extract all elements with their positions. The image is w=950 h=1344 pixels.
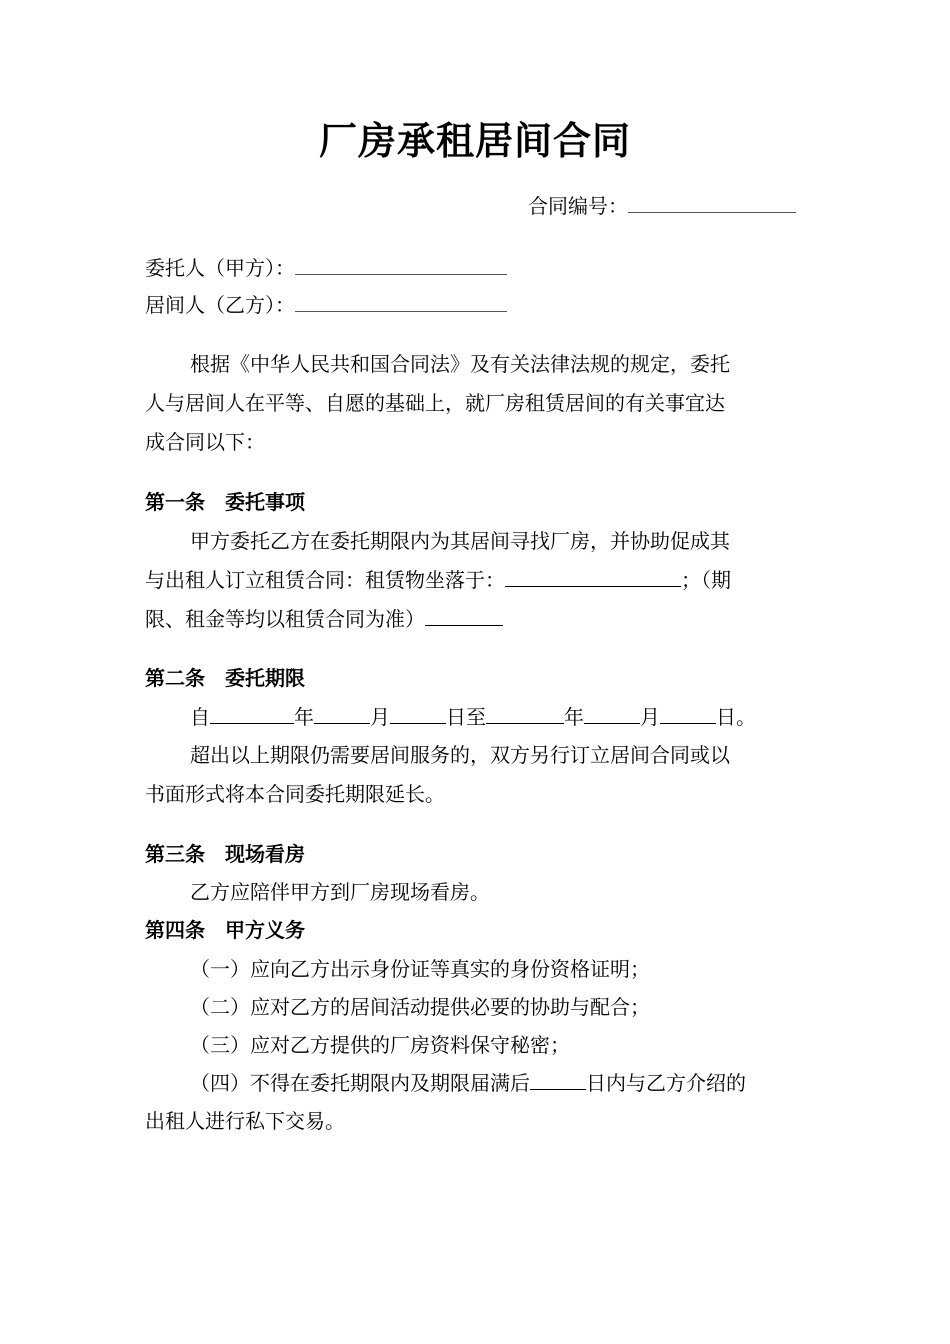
year-label: 年	[294, 705, 314, 729]
article-4-item-3: （三）应对乙方提供的厂房资料保守秘密；	[190, 1033, 570, 1057]
article-1-line-3	[145, 605, 503, 633]
article-4-item-4-line-2: 出租人进行私下交易。	[145, 1109, 345, 1133]
month-label: 月	[370, 705, 390, 729]
day-end-label: 日。	[716, 705, 756, 729]
article-2-line-3: 书面形式将本合同委托期限延长。	[145, 782, 445, 806]
article-1-line-1: 甲方委托乙方在委托期限内为其居间寻找厂房，并协助促成其	[190, 529, 730, 553]
day-to-label: 日至	[446, 705, 486, 729]
article-4-item-4-tail: 日内与乙方介绍的	[586, 1071, 746, 1095]
article-2-line-2: 超出以上期限仍需要居间服务的，双方另行订立居间合同或以	[190, 743, 730, 767]
article-4-heading: 第四条 甲方义务	[145, 918, 305, 942]
article-1-trailing-blank	[425, 605, 503, 626]
start-day-blank	[390, 703, 446, 724]
article-4-item-4	[190, 1069, 746, 1097]
article-1-heading: 第一条 委托事项	[145, 490, 305, 514]
party-b-label: 居间人（乙方）：	[145, 293, 295, 317]
article-2-heading: 第二条 委托期限	[145, 666, 305, 690]
contract-number	[528, 192, 796, 220]
article-4-item-2: （二）应对乙方的居间活动提供必要的协助与配合；	[190, 995, 650, 1019]
intro-line-3: 成合同以下：	[145, 430, 265, 454]
article-3-line-1: 乙方应陪伴甲方到厂房现场看房。	[190, 880, 490, 904]
article-1-line-3-text: 限、租金等均以租赁合同为准）	[145, 607, 425, 631]
start-month-blank	[314, 703, 370, 724]
party-a-blank	[295, 254, 507, 275]
month-label: 月	[640, 705, 660, 729]
party-b-blank	[295, 291, 507, 312]
intro-line-2: 人与居间人在平等、自愿的基础上，就厂房租赁居间的有关事宜达	[145, 391, 725, 415]
end-year-blank	[486, 703, 564, 724]
end-day-blank	[660, 703, 716, 724]
party-b-line	[145, 291, 507, 319]
article-4-item-4-text: （四）不得在委托期限内及期限届满后	[190, 1071, 530, 1095]
article-1-line-2-tail: ；（期	[681, 568, 731, 592]
year-label: 年	[564, 705, 584, 729]
end-month-blank	[584, 703, 640, 724]
document-title: 厂房承租居间合同	[318, 118, 631, 163]
article-3-heading: 第三条 现场看房	[145, 842, 305, 866]
article-1-line-2	[145, 566, 731, 594]
contract-number-label: 合同编号：	[528, 194, 628, 218]
article-1-location-label: 与出租人订立租赁合同：租赁物坐落于：	[145, 568, 505, 592]
date-from-label: 自	[190, 705, 210, 729]
party-a-label: 委托人（甲方）：	[145, 256, 295, 280]
contract-number-blank	[628, 192, 796, 213]
intro-line-1: 根据《中华人民共和国合同法》及有关法律法规的规定，委托	[190, 352, 730, 376]
days-blank	[530, 1069, 586, 1090]
party-a-line	[145, 254, 507, 282]
article-2-date-line	[190, 703, 756, 731]
start-year-blank	[210, 703, 294, 724]
location-blank	[505, 566, 681, 587]
article-4-item-1: （一）应向乙方出示身份证等真实的身份资格证明；	[190, 957, 650, 981]
